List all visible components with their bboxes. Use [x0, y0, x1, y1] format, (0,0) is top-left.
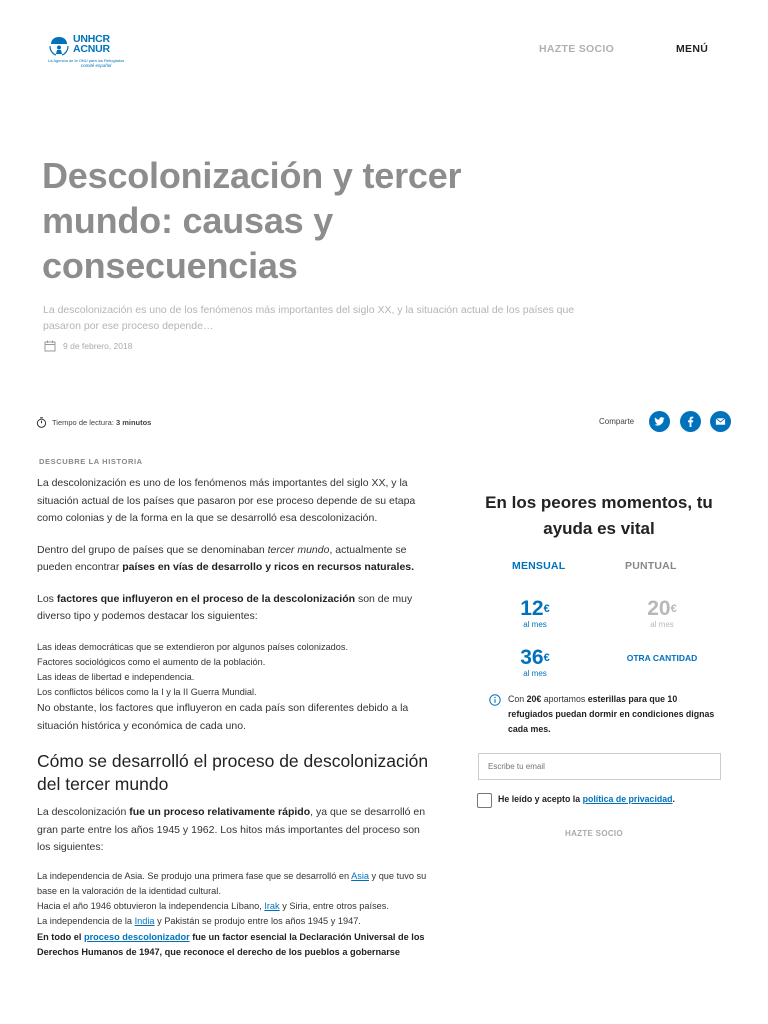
p3-bold: factores que influyeron en el proceso de la descolonización: [56, 592, 356, 605]
list-item: [37, 914, 433, 929]
amount-period: al mes: [523, 620, 547, 629]
twitter-icon: [654, 416, 665, 427]
m4-text-a: En todo el: [37, 931, 84, 942]
currency-symbol: €: [543, 603, 550, 615]
p2-text-a: Dentro del grupo de países que se denominaban: [37, 543, 268, 556]
stopwatch-icon: [36, 417, 47, 428]
m2-text-a: Hacia el año 1946 obtuvieron la independencia Líbano,: [37, 901, 265, 912]
p5-text-b: , ya que se desarrolló en gran parte entre los años 1945 y 1962. Los hitos más importantes del proceso son los siguientes:: [37, 806, 426, 854]
list-item: Los conflictos bélicos como la I y la II Guerra Mundial.: [37, 687, 257, 698]
list-item: Las ideas democráticas que se extendieron por algunos países colonizados.: [37, 641, 349, 652]
publish-date: 9 de febrero, 2018: [63, 341, 133, 351]
p2-text-b: , actualmente se pueden encontrar: [37, 543, 407, 573]
reading-time: [52, 418, 151, 427]
p2-bold: países en vías de desarrollo y ricos en recursos naturales.: [122, 561, 415, 573]
privacy-policy-link[interactable]: política de privacidad: [582, 794, 673, 804]
other-amount-option[interactable]: OTRA CANTIDAD: [626, 653, 698, 663]
m2-text-b: y Siria, entre otros países.: [279, 901, 389, 912]
asia-link[interactable]: Asia: [351, 870, 369, 881]
share-email-button[interactable]: [710, 411, 731, 432]
p3-text-a: Los: [37, 592, 57, 605]
milestones-list: [37, 869, 433, 960]
donation-title: En los peores momentos, tu ayuda es vital: [485, 493, 713, 538]
p3-text-b: son de muy diverso tipo y podemos destacar los siguientes:: [37, 592, 413, 622]
section-heading: Cómo se desarrolló el proceso de descolonización del tercer mundo: [37, 751, 429, 795]
article-body: [37, 475, 433, 960]
logo-line2: ACNUR: [73, 43, 110, 55]
amount-period: al mes: [523, 669, 547, 678]
info-bold: esterillas para que 10 refugiados puedan dormir en condiciones dignas cada mes.: [508, 694, 715, 734]
m1-text-b: y que tuvo su base en la valoración de la identidad cultural.: [37, 870, 427, 897]
privacy-consent-label: [498, 794, 675, 804]
amount-12-option[interactable]: [505, 598, 565, 630]
consent-text-a: He leído y acepto la: [498, 794, 583, 804]
discover-history-label: DESCUBRE LA HISTORIA: [39, 457, 143, 466]
currency-symbol: €: [543, 652, 550, 664]
paragraph-however: No obstante, los factores que influyeron en cada país son diferentes debido a la situación histórica y económica de cada uno.: [37, 702, 409, 732]
reading-time-label: Tiempo de lectura:: [52, 418, 114, 427]
info-amount: 20€: [526, 694, 542, 704]
hazte-socio-submit-button[interactable]: HAZTE SOCIO: [565, 829, 623, 838]
consent-text-b: .: [672, 794, 675, 804]
p5-text-a: La descolonización: [37, 806, 130, 819]
reading-time-value: 3 minutos: [115, 418, 152, 427]
facebook-icon: [685, 416, 696, 427]
logo-line1: UNHCR: [73, 33, 110, 45]
m4-text-b: fue un factor esencial la Declaración Universal de los Derechos Humanos de 1947, que reconoce el derecho de los pueblos a gobernarse: [37, 931, 425, 957]
p2-emphasis: tercer mundo: [267, 543, 330, 556]
m1-text-a: La independencia de Asia. Se produjo una primera fase que se desarrolló en: [37, 870, 352, 881]
amount-value: 12: [520, 597, 544, 620]
list-item: [37, 930, 433, 960]
nav-hazte-socio-link[interactable]: HAZTE SOCIO: [539, 43, 615, 55]
list-item: Factores sociológicos como el aumento de la población.: [37, 656, 266, 667]
info-text-b: aportamos: [541, 694, 588, 704]
unhcr-emblem-icon: [48, 34, 70, 56]
tab-one-time[interactable]: PUNTUAL: [625, 560, 677, 572]
paragraph-factors: [37, 591, 433, 626]
page-title: Descolonización y tercer mundo: causas y consecuencias: [42, 155, 462, 286]
share-facebook-button[interactable]: [680, 411, 701, 432]
share-twitter-button[interactable]: [649, 411, 670, 432]
amount-20-option[interactable]: [632, 598, 692, 630]
currency-symbol: €: [670, 603, 677, 615]
share-label: Comparte: [599, 417, 635, 426]
email-input[interactable]: [478, 753, 721, 780]
mail-icon: [715, 416, 726, 427]
logo-subtitle: La Agencia de la ONU para los Refugiados: [48, 58, 125, 63]
amount-period: al mes: [650, 620, 674, 629]
paragraph-intro: La descolonización es uno de los fenómenos más importantes del siglo XX, y la situación actual de los países que pasaron por ese proceso depende de su etapa como colonias y de la forma en la que se desarrolló esa descolonización.: [37, 477, 416, 524]
irak-link[interactable]: Irak: [264, 901, 280, 912]
proceso-descolonizador-link[interactable]: proceso descolonizador: [83, 931, 190, 942]
m3-text-a: La independencia de la: [37, 916, 135, 927]
info-icon: [489, 694, 501, 706]
info-text-a: Con: [508, 694, 527, 704]
article-lead: La descolonización es uno de los fenómenos más importantes del siglo XX, y la situación actual de los países que pasaron por ese proceso depende…: [43, 304, 575, 332]
paragraph-third-world: [37, 542, 433, 577]
tab-monthly[interactable]: MENSUAL: [512, 560, 566, 572]
list-item: Las ideas de libertad e independencia.: [37, 671, 195, 682]
list-item: [37, 869, 433, 899]
list-item: [37, 899, 433, 914]
amount-36-option[interactable]: [505, 647, 565, 679]
nav-menu-button[interactable]: MENÚ: [676, 43, 709, 55]
donation-impact-text: [508, 692, 723, 737]
amount-value: 36: [520, 646, 544, 669]
p5-bold: fue un proceso relativamente rápido: [129, 806, 311, 819]
privacy-checkbox[interactable]: [477, 793, 492, 808]
factors-list: [37, 640, 433, 701]
india-link[interactable]: India: [134, 916, 155, 927]
amount-value: 20: [647, 597, 671, 620]
m3-text-b: y Pakistán se produjo entre los años 1945 y 1947.: [154, 916, 361, 927]
calendar-icon: [44, 340, 56, 352]
paragraph-process: [37, 804, 433, 857]
logo-subtitle-2: comité español: [81, 63, 112, 68]
